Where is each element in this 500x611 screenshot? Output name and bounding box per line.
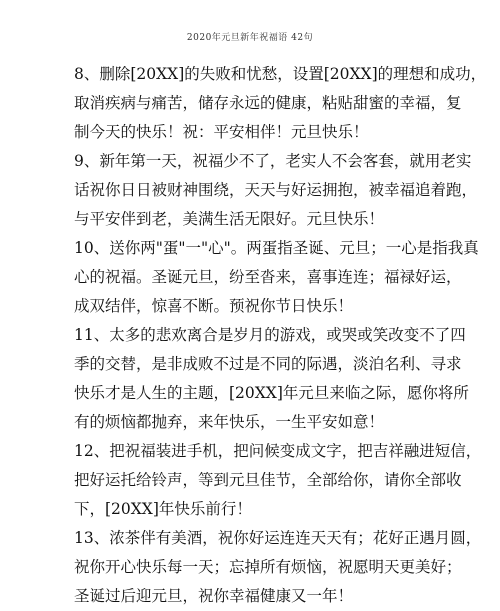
text-line: 把好运托给铃声，等到元旦佳节，全部给你，请你全部收 <box>74 471 462 489</box>
text-line: 11、太多的悲欢离合是岁月的游戏，或哭或笑改变不了四 <box>74 326 466 344</box>
text-line: 季的交替，是非成败不过是不同的际遇，淡泊名利、寻求 <box>74 355 462 373</box>
text-line: 取消疾病与痛苦，储存永远的健康，粘贴甜蜜的幸福，复 <box>74 94 462 112</box>
text-line: 8、删除[20XX]的失败和忧愁，设置[20XX]的理想和成功， <box>74 65 487 83</box>
document-body <box>74 60 487 611</box>
text-line: 话祝你日日被财神围绕，天天与好运拥抱，被幸福追着跑， <box>74 181 478 199</box>
paragraph-11 <box>74 321 469 437</box>
text-line: 心的祝福。圣诞元旦，纷至沓来，喜事连连；福禄好运， <box>74 268 462 286</box>
text-line: 12、把祝福装进手机，把问候变成文字，把吉祥融进短信， <box>74 442 482 460</box>
text-line: 祝你开心快乐每一天；忘掉所有烦恼，祝愿明天更美好； <box>74 558 462 576</box>
paragraph-9 <box>74 147 478 234</box>
paragraph-12 <box>74 437 482 524</box>
paragraph-8 <box>74 60 487 147</box>
text-line: 有的烦恼都抛弃，来年快乐，一生平安如意！ <box>74 413 385 431</box>
text-line: 制今天的快乐！祝：平安相伴！元旦快乐！ <box>74 123 369 141</box>
page-header: 2020年元旦新年祝福语 42句 <box>186 33 314 43</box>
text-line: 与平安伴到老，美满生活无限好。元旦快乐！ <box>74 210 385 228</box>
text-line: 圣诞过后迎元旦，祝你幸福健康又一年！ <box>74 587 354 605</box>
text-line: 10、送你两"蛋"一"心"。两蛋指圣诞、元旦；一心是指我真 <box>74 239 479 257</box>
text-line: 下，[20XX]年快乐前行！ <box>74 500 252 518</box>
paragraph-10 <box>74 234 479 321</box>
text-line: 成双结伴，惊喜不断。预祝你节日快乐！ <box>74 297 354 315</box>
text-line: 9、新年第一天，祝福少不了，老实人不会客套，就用老实 <box>74 152 472 170</box>
text-line: 13、浓茶伴有美酒，祝你好运连连天天有；花好正遇月圆， <box>74 529 482 547</box>
paragraph-13 <box>74 524 482 611</box>
text-line: 快乐才是人生的主题，[20XX]年元旦来临之际，愿你将所 <box>74 384 469 402</box>
